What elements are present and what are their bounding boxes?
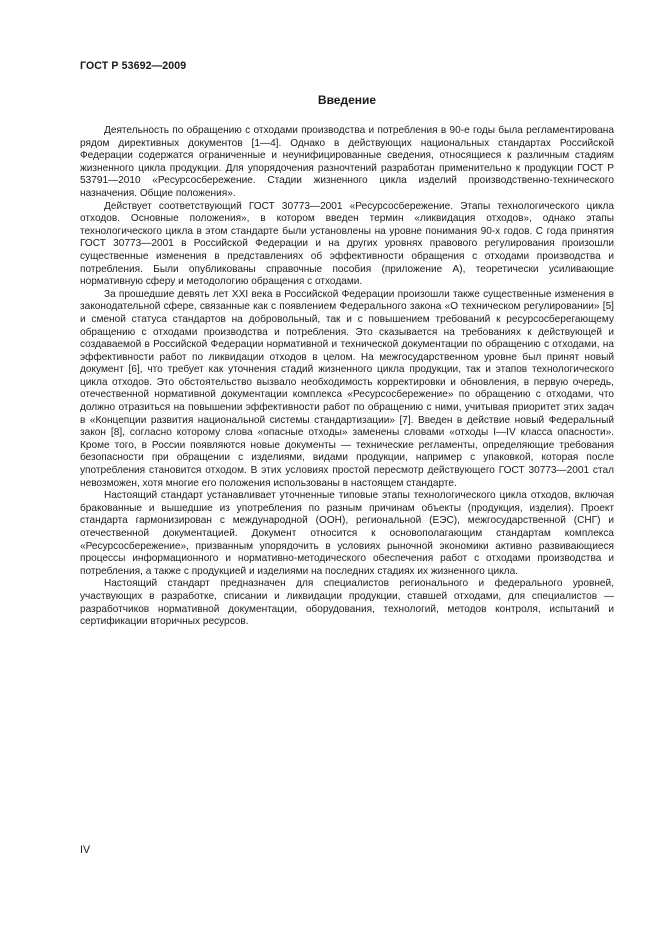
- paragraph-1: Деятельность по обращению с отходами производства и потребления в 90-е годы была регламентирована рядом директивных документов [1—4]. Однако в действующих национальных стандартах Российской Федерации содержатся ограниченные и неунифицированные сведения, относящиеся к различным стадиям жизненного цикла продукции. Для упорядочения разночтений разработан применительно к продукции ГОСТ Р 53791—2010 «Ресурсосбережение. Стадии жизненного цикла изделий производственно-технического назначения. Общие положения».: [80, 125, 614, 199]
- paragraph-4: Настоящий стандарт устанавливает уточненные типовые этапы технологического цикла отходов, включая бракованные и вышедшие из употребления по разным причинам объекты (продукция, изделия). Проект стандарта гармонизирован с международной (ООН), региональной (ЕЭС), межгосударственной (СНГ) и отечественной документацией. Документ относится к основополагающим стандартам комплекса «Ресурсосбережение», призванным упорядочить в условиях рыночной экономики активно развивающиеся процессы информационного и нормативно-методического обеспечения работ с отходами производства и потребления, а также с продукцией и изделиями на последних стадиях их жизненного цикла.: [80, 490, 614, 577]
- page-number: IV: [80, 844, 91, 856]
- paragraph-2: Действует соответствующий ГОСТ 30773—2001 «Ресурсосбережение. Этапы технологического цикла отходов. Основные положения», в котором введен термин «ликвидация отходов», однако этапы технологического цикла в этом стандарте были установлены на уровне понимания 90-х годов. С года принятия ГОСТ 30773—2001 в Российской Федерации и на других уровнях правового регулирования произошли существенные изменения в представлениях об эффективности обращения с отходами производства и потребления. Были опубликованы справочные пособия (приложение А), теоретически усиливающие нормативную сферу и методологию обращения с отходами.: [80, 200, 614, 288]
- paragraph-5: Настоящий стандарт предназначен для специалистов регионального и федерального уровней, участвующих в разработке, списании и ликвидации продукции, ставшей отходами, для специалистов — разработчиков нормативной документации, оборудования, технологий, методов контроля, испытаний и сертификации вторичных ресурсов.: [80, 578, 614, 628]
- section-title: Введение: [317, 93, 377, 107]
- standard-header: ГОСТ Р 53692—2009: [80, 60, 187, 72]
- paragraph-3: За прошедшие девять лет XXI века в Российской Федерации произошли также существенные изменения в законодательной сфере, связанные как с появлением Федерального закона «О техническом регулировании» [5] и сменой статуса стандартов на добровольный, так и с повышением требований к ресурсосберегающему обращению с отходами производства и потребления. Это сказывается на требованиях к действующей и создаваемой в Российской Федерации нормативной и технической документации по обращению с отходами, на эффективности работ по ликвидации отходов в целом. На межгосударственном уровне был принят новый документ [6], что требует как уточнения стадий жизненного цикла продукции, так и этапов технологического цикла отходов. Это обстоятельство вызвало необходимость корректировки и обновления, в первую очередь, отечественной нормативной документации комплекса «Ресурсосбережение» по обращению с отходами, что должно отразиться на повышении эффективности работ по обращению с ними, учитывая приоритет этих задач в «Концепции развития национальной системы стандартизации» [7]. Введен в действие новый Федеральный закон [8], согласно которому слова «опасные отходы» заменены словами «отходы I—IV класса опасности». Кроме того, в России появляются новые документы — технические регламенты, определяющие требования безопасности при обращении с изделиями, видами продукции, например с упаковкой, которая после употребления становится отходом. В этих условиях простой пересмотр действующего ГОСТ 30773—2001 стал невозможен, хотя многие его положения использованы в настоящем стандарте.: [80, 288, 614, 489]
- document-body: [80, 125, 614, 629]
